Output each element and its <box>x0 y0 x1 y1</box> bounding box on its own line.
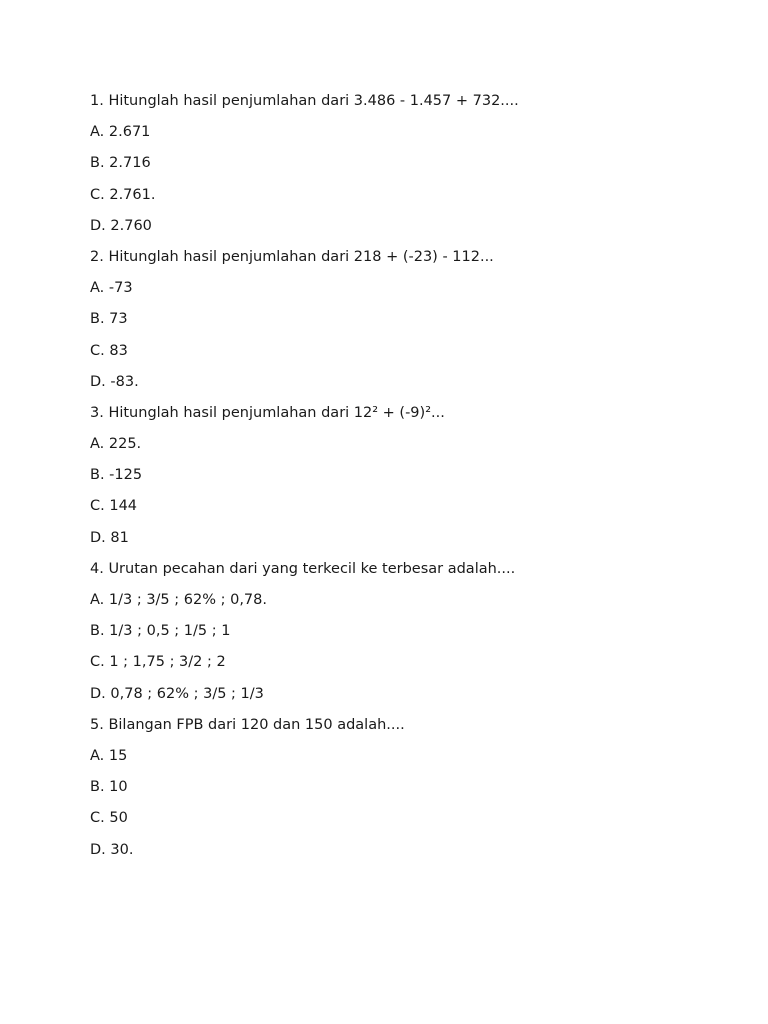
question-5-option-a: A. 15 <box>90 747 128 764</box>
question-3-option-b: B. -125 <box>90 467 143 484</box>
question-4-option-c: C. 1 ; 1,75 ; 3/2 ; 2 <box>90 654 226 671</box>
question-5-text: 5. Bilangan FPB dari 120 dan 150 adalah.... <box>90 716 405 733</box>
question-3-option-a: A. 225. <box>90 436 142 453</box>
question-5-option-d: D. 30. <box>90 841 134 858</box>
question-1-option-c: C. 2.761. <box>90 186 156 203</box>
question-1-option-a: A. 2.671 <box>90 124 151 141</box>
question-2-option-d: D. -83. <box>90 373 139 390</box>
question-4-option-a: A. 1/3 ; 3/5 ; 62% ; 0,78. <box>90 592 267 608</box>
question-3-option-c: C. 144 <box>90 498 138 515</box>
question-5-option-b: B. 10 <box>90 779 128 796</box>
question-1-option-d: D. 2.760 <box>90 217 152 234</box>
question-3-option-d: D. 81 <box>90 529 129 546</box>
question-2-option-b: B. 73 <box>90 311 128 328</box>
question-1-option-b: B. 2.716 <box>90 155 151 172</box>
question-2-option-a: A. -73 <box>90 280 133 297</box>
question-2-option-c: C. 83 <box>90 342 128 359</box>
question-5-option-c: C. 50 <box>90 810 128 827</box>
question-1-text: 1. Hitunglah hasil penjumlahan dari 3.486 - 1.457 + 732.... <box>90 93 519 109</box>
question-4-option-b: B. 1/3 ; 0,5 ; 1/5 ; 1 <box>90 623 231 640</box>
question-3-text: 3. Hitunglah hasil penjumlahan dari 12² + (-9)²... <box>90 404 445 421</box>
question-2-text: 2. Hitunglah hasil penjumlahan dari 218 + (-23) - 112... <box>90 248 494 265</box>
document-page <box>90 92 730 872</box>
question-4-text: 4. Urutan pecahan dari yang terkecil ke terbesar adalah.... <box>90 560 516 577</box>
question-4-option-d: D. 0,78 ; 62% ; 3/5 ; 1/3 <box>90 685 264 702</box>
